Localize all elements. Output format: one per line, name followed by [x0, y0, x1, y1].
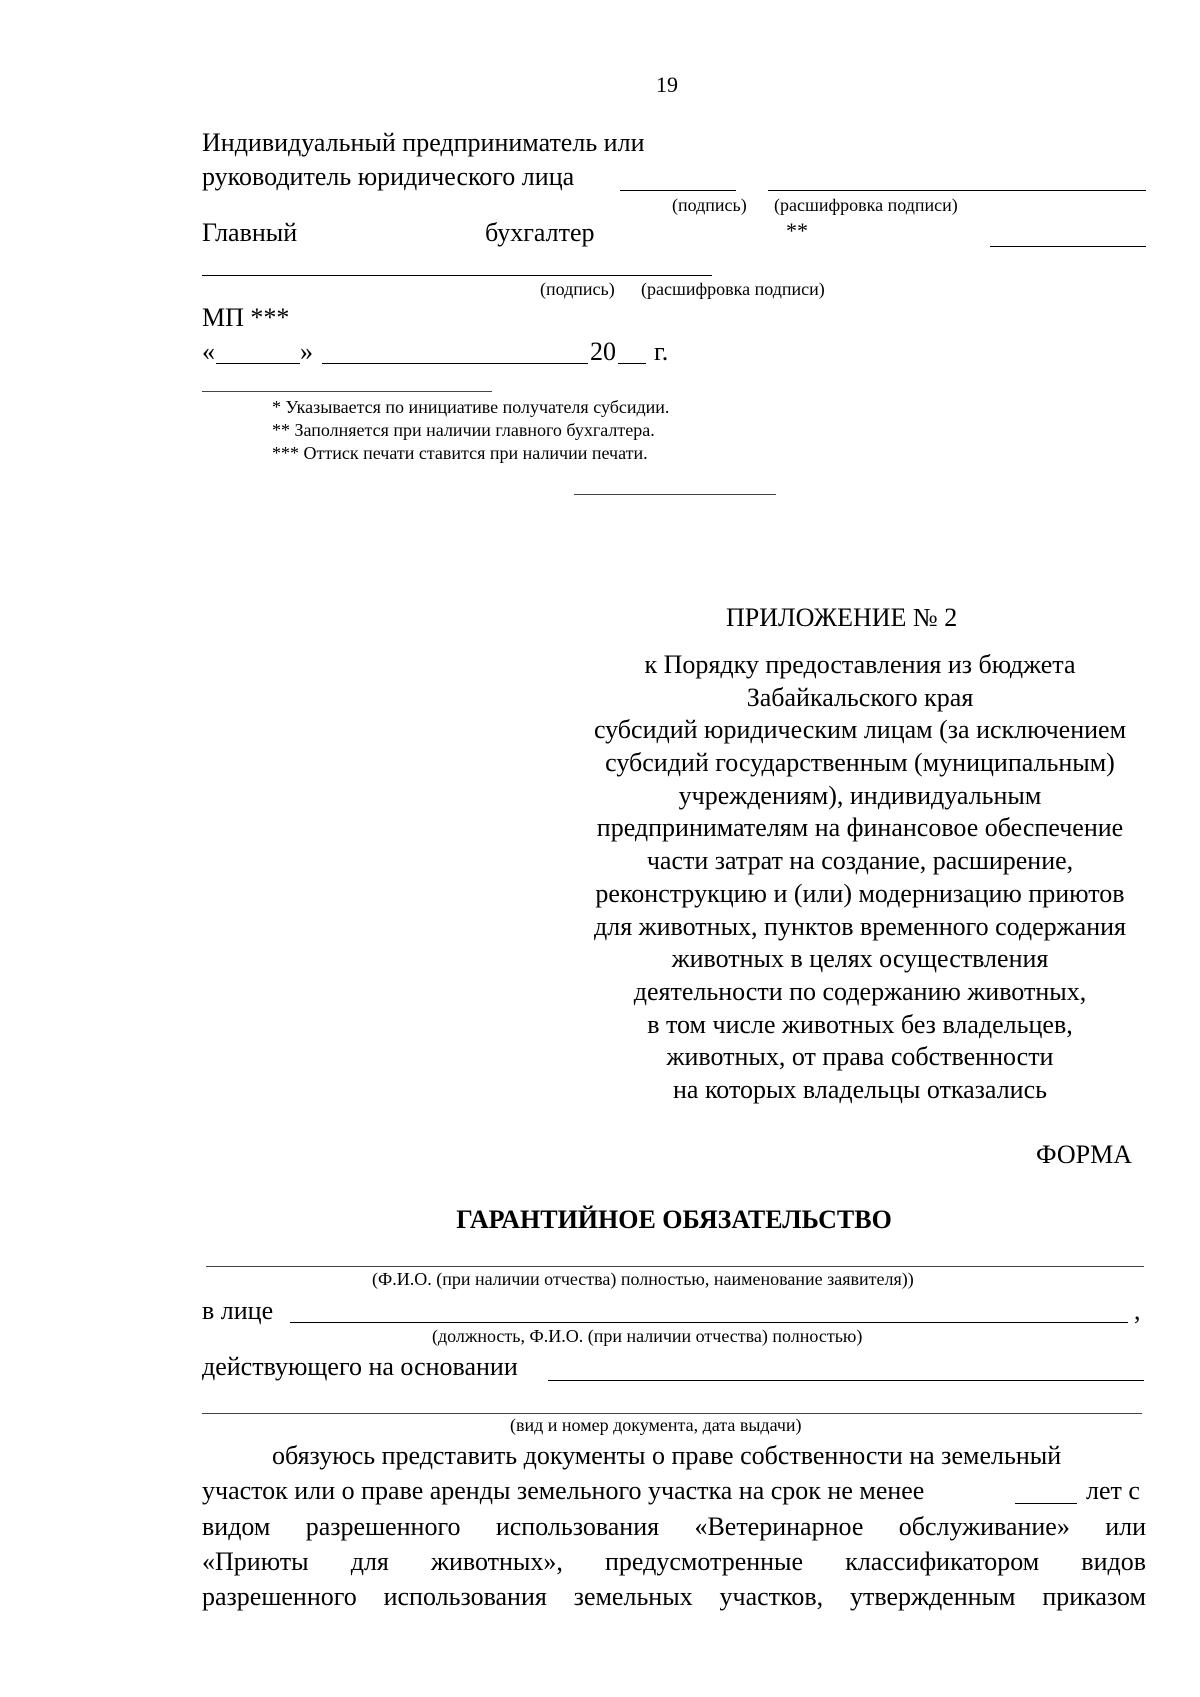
- date-year-line[interactable]: [618, 363, 646, 364]
- appendix-line: учреждениям), индивидуальным: [678, 780, 1042, 810]
- appendix-title: ПРИЛОЖЕНИЕ № 2: [726, 603, 958, 632]
- date-year-suffix: г.: [654, 337, 669, 366]
- form-label: ФОРМА: [1036, 1140, 1132, 1169]
- appendix-line: на которых владельцы отказались: [673, 1074, 1047, 1104]
- appendix-text: [550, 650, 1170, 1108]
- appendix-line: животных, от права собственности: [666, 1042, 1054, 1072]
- appendix-line: части затрат на создание, расширение,: [646, 846, 1074, 876]
- chief-accountant-signature-line[interactable]: [202, 275, 712, 276]
- signature-decoding-caption-2: (расшифровка подписи): [641, 279, 825, 299]
- date-day-line[interactable]: [216, 363, 300, 364]
- section-separator: [574, 494, 776, 495]
- date-open-quote: «: [202, 337, 215, 366]
- appendix-line: реконструкцию и (или) модернизацию приютов: [595, 878, 1125, 908]
- document-title: ГАРАНТИЙНОЕ ОБЯЗАТЕЛЬСТВО: [456, 1205, 892, 1234]
- applicant-caption: (Ф.И.О. (при наличии отчества) полностью, наименование заявителя)): [372, 1269, 914, 1289]
- appendix-line: деятельности по содержанию животных,: [633, 976, 1087, 1006]
- head-of-legal-entity-label: руководитель юридического лица: [202, 162, 575, 191]
- signature-caption: (подпись): [672, 195, 747, 215]
- date-close-quote: »: [300, 337, 313, 366]
- body-line-5: разрешенного использования земельных участков, утвержденным приказом: [202, 1582, 1146, 1611]
- date-month-line[interactable]: [322, 363, 588, 364]
- stamp-label: МП ***: [202, 303, 290, 332]
- appendix-line: субсидий государственным (муниципальным): [605, 748, 1115, 778]
- body-line-2-end: лет с: [1086, 1476, 1140, 1505]
- entrepreneur-label: Индивидуальный предприниматель или: [202, 128, 645, 157]
- in-person-comma: ,: [1134, 1296, 1141, 1325]
- body-line-2: участок или о праве аренды земельного участка на срок не менее: [202, 1476, 925, 1505]
- applicant-name-line[interactable]: [206, 1266, 1144, 1267]
- body-line-4: «Приюты для животных», предусмотренные классификатором видов: [202, 1547, 1146, 1576]
- chief-label: Главный: [202, 218, 298, 247]
- position-caption: (должность, Ф.И.О. (при наличии отчества) полностью): [432, 1326, 863, 1346]
- body-line-1: обязуюсь представить документы о праве собственности на земельный: [272, 1441, 1062, 1470]
- footnote-separator: [202, 391, 492, 392]
- accountant-label: бухгалтер: [485, 218, 595, 247]
- appendix-line: Забайкальского края: [746, 682, 974, 712]
- signature-line[interactable]: [620, 190, 736, 191]
- in-person-label: в лице: [202, 1296, 274, 1325]
- appendix-line: для животных, пунктов временного содержания: [594, 911, 1126, 941]
- chief-accountant-decoding-line[interactable]: [990, 246, 1146, 247]
- page-number: 19: [656, 72, 678, 97]
- appendix-line: животных в целях осуществления: [671, 944, 1049, 974]
- chief-accountant-mark: **: [786, 218, 808, 243]
- date-year-prefix: 20: [590, 337, 616, 366]
- in-person-line[interactable]: [290, 1322, 1128, 1323]
- footnote-2: ** Заполняется при наличии главного бухгалтера.: [272, 420, 655, 440]
- appendix-line: в том числе животных без владельцев,: [647, 1009, 1073, 1039]
- appendix-line: субсидий юридическим лицам (за исключением: [593, 715, 1127, 745]
- signature-caption-2: (подпись): [540, 279, 615, 299]
- acting-basis-label: действующего на основании: [202, 1352, 518, 1381]
- footnote-1: * Указывается по инициативе получателя субсидии.: [272, 397, 670, 417]
- footnote-3: *** Оттиск печати ставится при наличии печати.: [272, 443, 648, 463]
- body-line-3: видом разрешенного использования «Ветеринарное обслуживание» или: [202, 1512, 1146, 1541]
- lease-years-line[interactable]: [1015, 1503, 1077, 1504]
- signature-decoding-caption: (расшифровка подписи): [774, 195, 958, 215]
- signature-decoding-line[interactable]: [768, 190, 1146, 191]
- appendix-line: предпринимателям на финансовое обеспечение: [596, 813, 1124, 843]
- acting-basis-line[interactable]: [548, 1380, 1144, 1381]
- appendix-line: к Порядку предоставления из бюджета: [644, 650, 1076, 679]
- document-caption: (вид и номер документа, дата выдачи): [510, 1415, 802, 1435]
